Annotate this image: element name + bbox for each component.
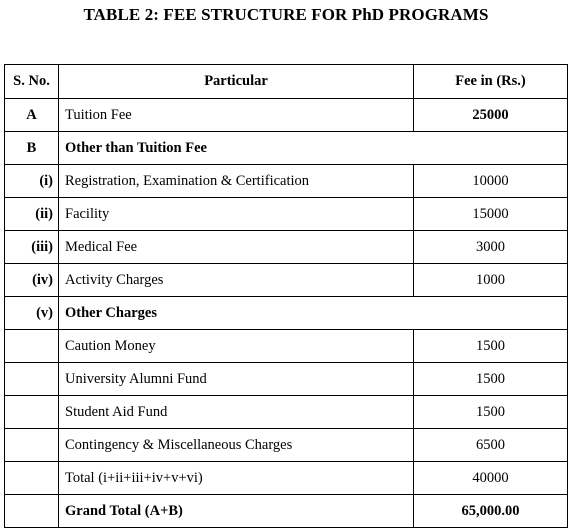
table-row bbox=[5, 429, 568, 462]
row-fee: 15000 bbox=[414, 198, 568, 231]
row-particular: Medical Fee bbox=[59, 231, 414, 264]
row-sno: (i) bbox=[5, 165, 59, 198]
row-particular: Caution Money bbox=[59, 330, 414, 363]
table-row bbox=[5, 396, 568, 429]
row-sno: A bbox=[5, 99, 59, 132]
row-sno: (iii) bbox=[5, 231, 59, 264]
header-particular: Particular bbox=[59, 65, 414, 99]
table-row bbox=[5, 132, 568, 165]
row-sno: (ii) bbox=[5, 198, 59, 231]
row-fee: 25000 bbox=[414, 99, 568, 132]
table-row bbox=[5, 462, 568, 495]
table-row bbox=[5, 330, 568, 363]
header-fee: Fee in (Rs.) bbox=[414, 65, 568, 99]
row-sno: (iv) bbox=[5, 264, 59, 297]
row-fee: 1500 bbox=[414, 396, 568, 429]
row-fee: 1500 bbox=[414, 330, 568, 363]
row-particular: Grand Total (A+B) bbox=[59, 495, 414, 528]
row-sno bbox=[5, 330, 59, 363]
row-particular: Registration, Examination & Certification bbox=[59, 165, 414, 198]
fee-structure-table bbox=[4, 64, 568, 528]
table-row bbox=[5, 165, 568, 198]
table-title: TABLE 2: FEE STRUCTURE FOR PhD PROGRAMS bbox=[83, 5, 489, 24]
row-fee: 65,000.00 bbox=[414, 495, 568, 528]
row-sno bbox=[5, 429, 59, 462]
row-particular: Other Charges bbox=[59, 297, 568, 330]
table-row bbox=[5, 264, 568, 297]
row-sno bbox=[5, 396, 59, 429]
table-row bbox=[5, 297, 568, 330]
row-sno bbox=[5, 462, 59, 495]
table-header-row bbox=[5, 65, 568, 99]
table-row bbox=[5, 198, 568, 231]
table-row bbox=[5, 99, 568, 132]
table-row bbox=[5, 231, 568, 264]
row-sno: (v) bbox=[5, 297, 59, 330]
row-fee: 3000 bbox=[414, 231, 568, 264]
row-fee: 40000 bbox=[414, 462, 568, 495]
row-particular: Total (i+ii+iii+iv+v+vi) bbox=[59, 462, 414, 495]
row-particular: Activity Charges bbox=[59, 264, 414, 297]
header-sno: S. No. bbox=[5, 65, 59, 99]
row-sno bbox=[5, 363, 59, 396]
row-fee: 1500 bbox=[414, 363, 568, 396]
row-sno bbox=[5, 495, 59, 528]
row-particular: Student Aid Fund bbox=[59, 396, 414, 429]
table-row bbox=[5, 363, 568, 396]
row-sno: B bbox=[5, 132, 59, 165]
table-row bbox=[5, 495, 568, 528]
row-particular: Contingency & Miscellaneous Charges bbox=[59, 429, 414, 462]
row-fee: 1000 bbox=[414, 264, 568, 297]
row-fee: 6500 bbox=[414, 429, 568, 462]
row-particular: Other than Tuition Fee bbox=[59, 132, 568, 165]
row-particular: Facility bbox=[59, 198, 414, 231]
row-particular: University Alumni Fund bbox=[59, 363, 414, 396]
row-particular: Tuition Fee bbox=[59, 99, 414, 132]
row-fee: 10000 bbox=[414, 165, 568, 198]
